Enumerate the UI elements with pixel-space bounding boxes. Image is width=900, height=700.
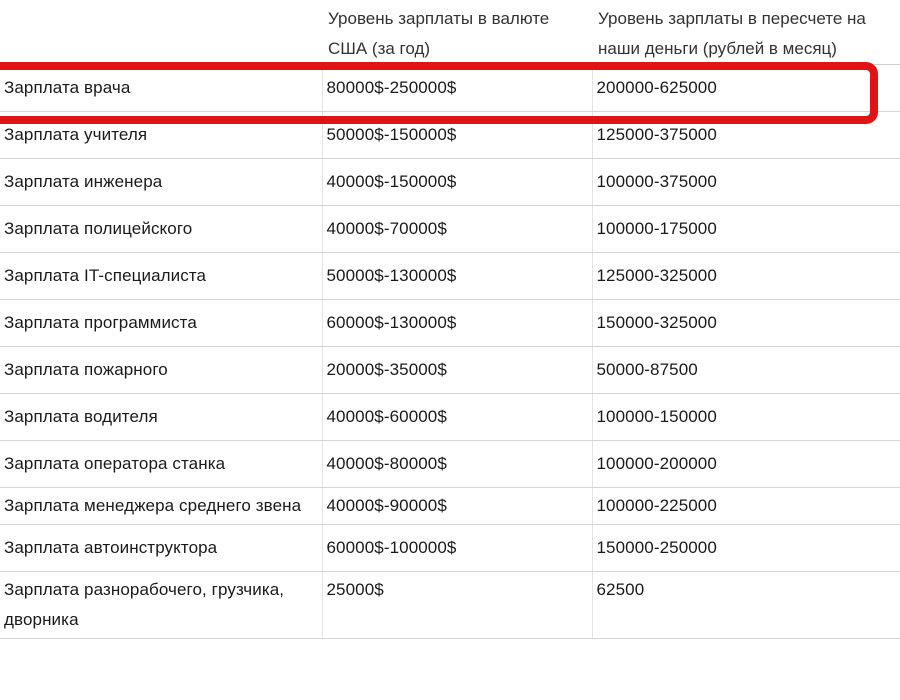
rub-cell: 50000-87500 xyxy=(592,347,900,394)
usd-cell: 50000$-130000$ xyxy=(322,253,592,300)
profession-cell: Зарплата оператора станка xyxy=(0,441,322,488)
usd-cell: 40000$-150000$ xyxy=(322,159,592,206)
profession-cell: Зарплата полицейского xyxy=(0,206,322,253)
table-row xyxy=(0,253,900,300)
usd-cell: 40000$-80000$ xyxy=(322,441,592,488)
profession-cell: Зарплата программиста xyxy=(0,300,322,347)
profession-cell: Зарплата водителя xyxy=(0,394,322,441)
rub-cell: 200000-625000 xyxy=(592,65,900,112)
usd-cell: 80000$-250000$ xyxy=(322,65,592,112)
usd-cell: 40000$-60000$ xyxy=(322,394,592,441)
header-profession xyxy=(0,0,322,65)
table-header-row xyxy=(0,0,900,65)
profession-cell: Зарплата менеджера среднего звена xyxy=(0,488,322,525)
profession-cell: Зарплата IT-специалиста xyxy=(0,253,322,300)
rub-cell: 125000-325000 xyxy=(592,253,900,300)
rub-cell: 100000-200000 xyxy=(592,441,900,488)
table-row xyxy=(0,572,900,639)
rub-cell: 100000-375000 xyxy=(592,159,900,206)
table-row xyxy=(0,206,900,253)
usd-cell: 60000$-100000$ xyxy=(322,525,592,572)
rub-cell: 150000-325000 xyxy=(592,300,900,347)
table-row xyxy=(0,394,900,441)
usd-cell: 25000$ xyxy=(322,572,592,639)
usd-cell: 40000$-70000$ xyxy=(322,206,592,253)
table-row xyxy=(0,65,900,112)
profession-cell: Зарплата учителя xyxy=(0,112,322,159)
table-row xyxy=(0,300,900,347)
usd-cell: 50000$-150000$ xyxy=(322,112,592,159)
rub-cell: 100000-150000 xyxy=(592,394,900,441)
rub-cell: 62500 xyxy=(592,572,900,639)
table-row xyxy=(0,488,900,525)
profession-cell: Зарплата пожарного xyxy=(0,347,322,394)
table-row xyxy=(0,525,900,572)
table-row xyxy=(0,347,900,394)
profession-cell: Зарплата инженера xyxy=(0,159,322,206)
table-row xyxy=(0,441,900,488)
rub-cell: 100000-225000 xyxy=(592,488,900,525)
profession-cell: Зарплата разнорабочего, грузчика, дворника xyxy=(0,572,322,639)
rub-cell: 125000-375000 xyxy=(592,112,900,159)
usd-cell: 20000$-35000$ xyxy=(322,347,592,394)
rub-cell: 100000-175000 xyxy=(592,206,900,253)
table-row xyxy=(0,112,900,159)
usd-cell: 40000$-90000$ xyxy=(322,488,592,525)
header-rub-per-month: Уровень зарплаты в пересчете на наши деньги (рублей в месяц) xyxy=(592,0,900,65)
profession-cell: Зарплата автоинструктора xyxy=(0,525,322,572)
profession-cell: Зарплата врача xyxy=(0,65,322,112)
rub-cell: 150000-250000 xyxy=(592,525,900,572)
header-usd-per-year: Уровень зарплаты в валюте США (за год) xyxy=(322,0,592,65)
usd-cell: 60000$-130000$ xyxy=(322,300,592,347)
table-row xyxy=(0,159,900,206)
